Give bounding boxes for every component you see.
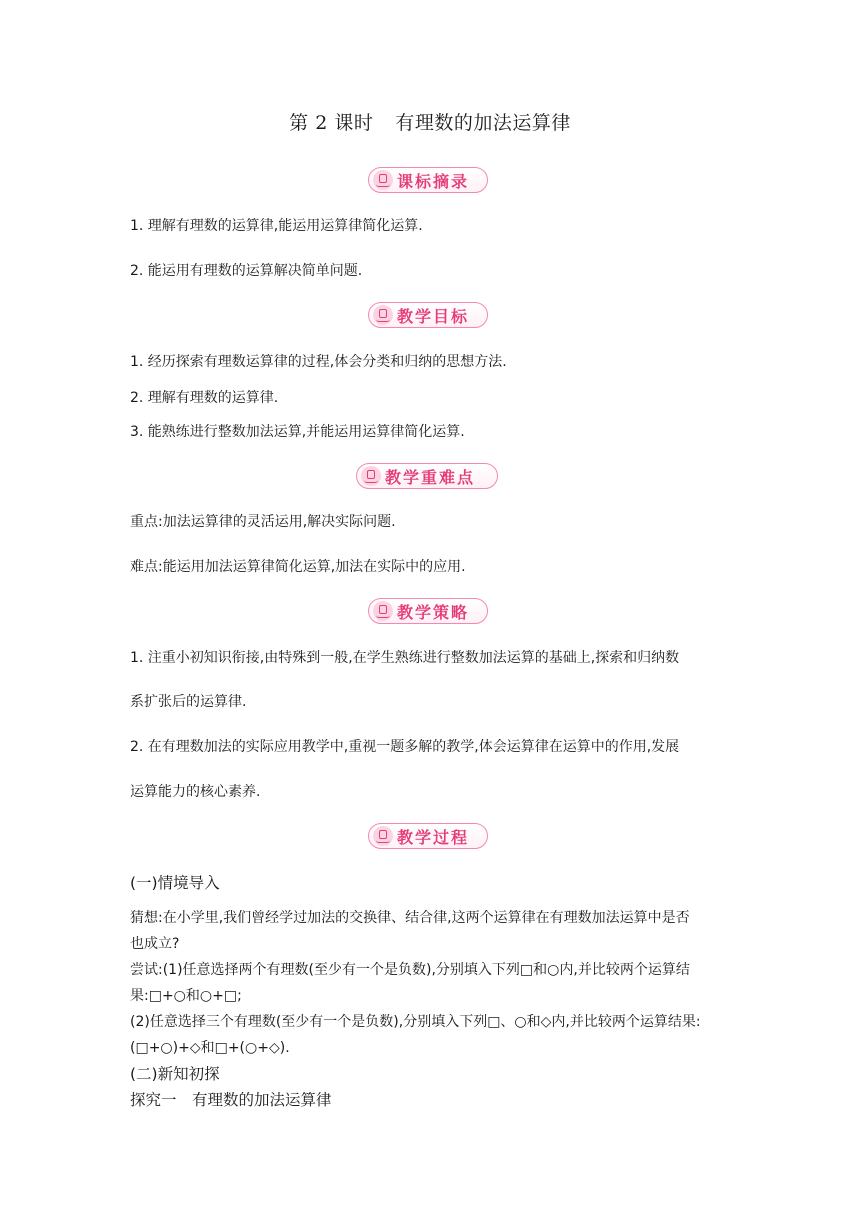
process-line-1: 猜想:在小学里,我们曾经学过加法的交换律、结合律,这两个运算律在有理数加法运算中是否 [130,910,690,926]
curriculum-badge [368,167,488,193]
process-line-6: (□+○)+◇和□+(○+◇). [130,1040,290,1056]
strategy-line-2: 系扩张后的运算律. [130,694,247,710]
lesson-topic: 有理数的加法运算律 [395,112,571,134]
section-heading-explore-one: 探究一 有理数的加法运算律 [130,1091,332,1109]
keypoint-item-1: 重点:加法运算律的灵活运用,解决实际问题. [130,514,396,530]
section-heading-new-knowledge: (二)新知初探 [130,1065,220,1083]
keypoints-badge [356,463,498,489]
book-icon [373,601,393,621]
goal-item-3: 3. 能熟练进行整数加法运算,并能运用运算律简化运算. [130,424,465,440]
goals-badge [368,302,488,328]
process-line-4: 果:□+○和○+□; [130,988,242,1004]
curriculum-item-2: 2. 能运用有理数的运算解决简单问题. [130,263,363,279]
lesson-number: 第 2 课时 [289,112,374,134]
process-line-5: (2)任意选择三个有理数(至少有一个是负数),分别填入下列□、○和◇内,并比较两个运算结果: [130,1014,701,1030]
goal-item-1: 1. 经历探索有理数运算律的过程,体会分类和归纳的思想方法. [130,354,507,370]
book-icon [361,466,381,486]
book-icon [373,170,393,190]
section-heading-intro: (一)情境导入 [130,874,220,892]
curriculum-item-1: 1. 理解有理数的运算律,能运用运算律简化运算. [130,218,423,234]
strategy-badge [368,598,488,624]
keypoints-badge-label: 教学重难点 [385,467,476,487]
goal-item-2: 2. 理解有理数的运算律. [130,390,279,406]
book-icon [373,826,393,846]
strategy-line-4: 运算能力的核心素养. [130,784,261,800]
process-line-3: 尝试:(1)任意选择两个有理数(至少有一个是负数),分别填入下列□和○内,并比较两个运算结 [130,962,690,978]
strategy-badge-label: 教学策略 [397,602,470,622]
book-icon [373,305,393,325]
curriculum-badge-label: 课标摘录 [397,171,470,191]
process-line-2: 也成立? [130,936,180,952]
strategy-line-1: 1. 注重小初知识衔接,由特殊到一般,在学生熟练进行整数加法运算的基础上,探索和归纳数 [130,650,680,666]
goals-badge-label: 教学目标 [397,306,470,326]
strategy-line-3: 2. 在有理数加法的实际应用教学中,重视一题多解的教学,体会运算律在运算中的作用,发展 [130,739,680,755]
process-badge-label: 教学过程 [397,827,470,847]
process-badge [368,823,488,849]
page-title [0,108,860,135]
keypoint-item-2: 难点:能运用加法运算律简化运算,加法在实际中的应用. [130,559,466,575]
